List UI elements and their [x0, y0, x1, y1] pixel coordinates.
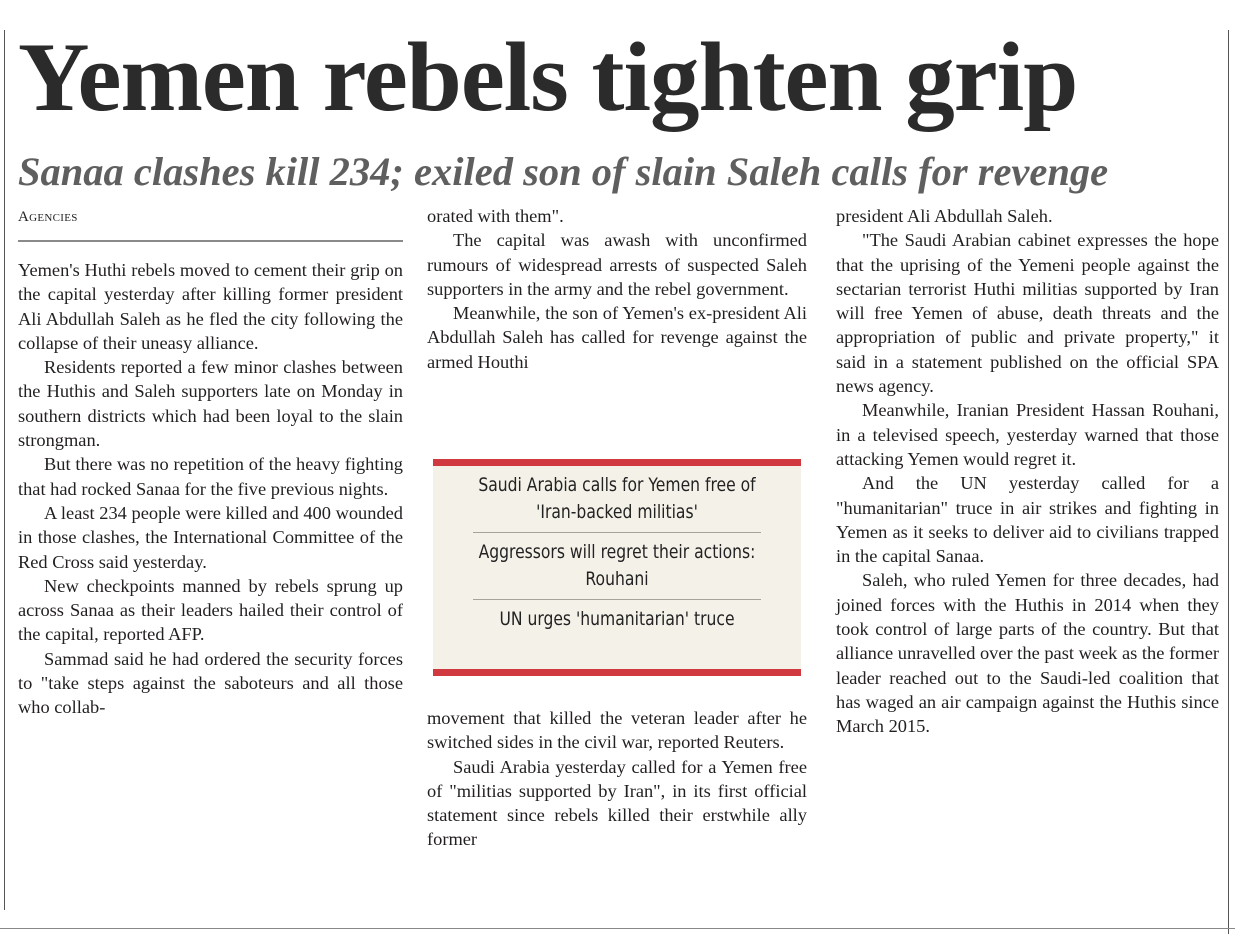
paragraph: "The Saudi Arabian cabinet expresses the hope that the uprising of the Yemeni people against the sectarian terrorist Huthi militias supported by Iran will free Yemen of abuse, death threats and the appropriation of public and private property," it said in a statement published on the official SPA news agency. [836, 230, 1219, 397]
subheadline: Sanaa clashes kill 234; exiled son of slain Saleh calls for revenge [18, 149, 1109, 194]
headline: Yemen rebels tighten grip [18, 23, 1078, 132]
article-column-2-bottom [427, 706, 807, 852]
paragraph: movement that killed the veteran leader after he switched sides in the civil war, reported Reuters. [427, 708, 807, 753]
left-column-rule [4, 30, 5, 910]
article-column-3 [836, 204, 1219, 739]
paragraph: But there was no repetition of the heavy fighting that had rocked Sanaa for the five previous nights. [18, 454, 403, 499]
paragraph: Residents reported a few minor clashes between the Huthis and Saleh supporters late on Monday in southern districts which had been loyal to the slain strongman. [18, 357, 403, 451]
paragraph: Yemen's Huthi rebels moved to cement their grip on the capital yesterday after killing former president Ali Abdullah Saleh as he fled the city following the collapse of their uneasy alliance. [18, 260, 403, 353]
highlight-item: UN urges 'humanitarian' truce [499, 608, 735, 630]
highlight-item: Aggressors will regret their actions: Rouhani [478, 541, 756, 590]
paragraph: A least 234 people were killed and 400 wounded in those clashes, the International Committee of the Red Cross said yesterday. [18, 502, 403, 572]
paragraph: Saudi Arabia yesterday called for a Yemen free of "militias supported by Iran", in its first official statement since rebels killed their erstwhile ally former [427, 756, 807, 850]
paragraph: Meanwhile, Iranian President Hassan Rouhani, in a televised speech, yesterday warned that those attacking Yemen would regret it. [836, 400, 1219, 469]
paragraph: The capital was awash with unconfirmed rumours of widespread arrests of suspected Saleh supporters in the army and the rebel government. [427, 230, 807, 299]
byline: Agencies [18, 209, 78, 225]
highlights-box [433, 459, 801, 676]
paragraph: New checkpoints manned by rebels sprung up across Sanaa as their leaders hailed their control of the capital, reported AFP. [18, 575, 403, 645]
article-column-1 [18, 258, 403, 720]
highlight-item: Saudi Arabia calls for Yemen free of 'Iran-backed militias' [478, 474, 756, 523]
paragraph: And the UN yesterday called for a "humanitarian" truce in air strikes and fighting in Yemen as it seeks to deliver aid to civilians trapped in the capital Sanaa. [836, 473, 1219, 567]
article-column-2-top [427, 204, 807, 374]
paragraph: Sammad said he had ordered the security forces to "take steps against the saboteurs and all those who collab- [18, 648, 403, 718]
bottom-rule [0, 928, 1235, 929]
paragraph: orated with them". [427, 206, 564, 226]
byline-rule [18, 240, 403, 242]
right-column-rule [1228, 30, 1229, 934]
paragraph: president Ali Abdullah Saleh. [836, 206, 1053, 226]
paragraph: Meanwhile, the son of Yemen's ex-president Ali Abdullah Saleh has called for revenge against the armed Houthi [427, 303, 807, 372]
paragraph: Saleh, who ruled Yemen for three decades, had joined forces with the Huthis in 2014 when they took control of large parts of the country. But that alliance unravelled over the past week as the former leader reached out to the Saudi-led coalition that has waged an air campaign against the Huthis since March 2015. [836, 570, 1219, 737]
